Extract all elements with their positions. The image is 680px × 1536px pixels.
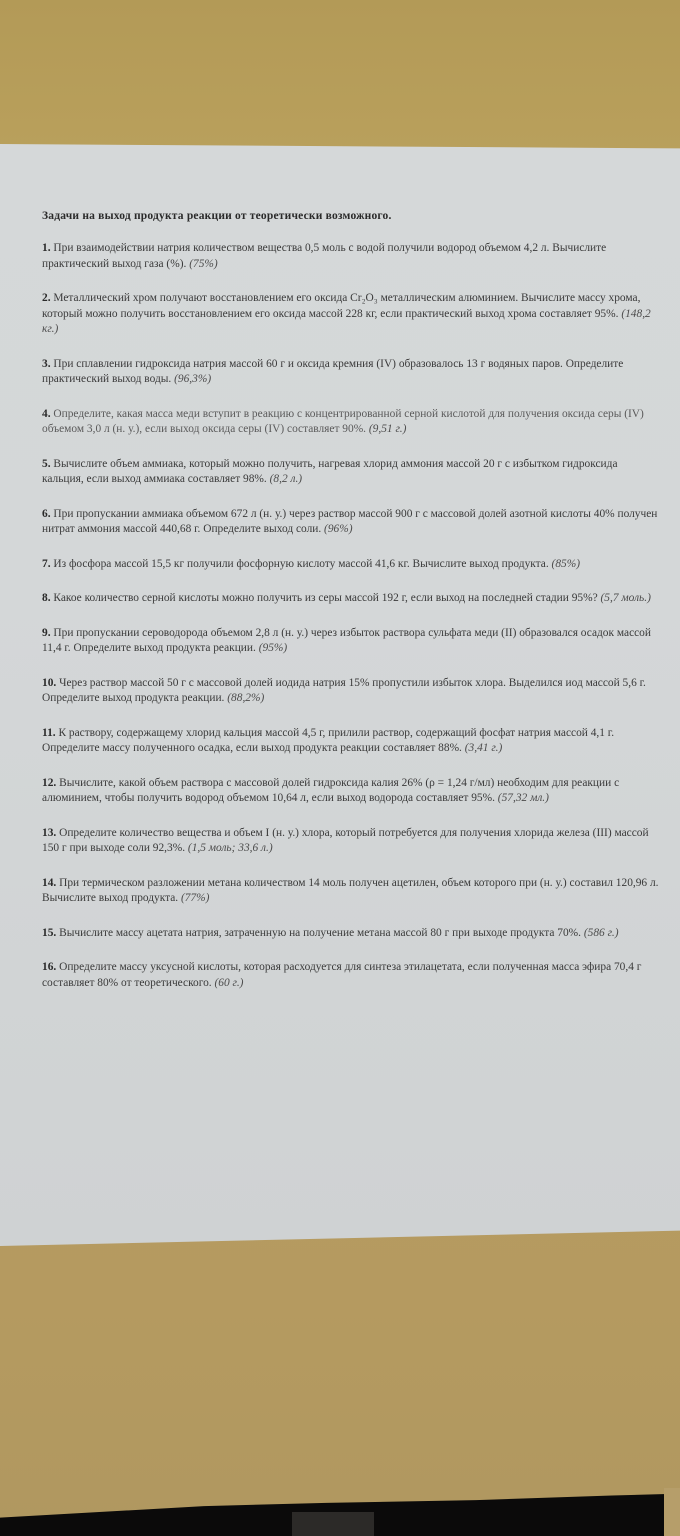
task-answer: (3,41 г.): [464, 742, 503, 754]
task-number: 16.: [42, 961, 57, 973]
task-text: При пропускании аммиака объемом 672 л (н. у.) через раствор массой 900 г с массовой долей азотной кислоты 40% получен нитрат аммония массой 440,68 г. Определите выход соли.: [42, 507, 658, 535]
task-answer: (8,2 л.): [269, 473, 303, 485]
task-answer: (96%): [324, 523, 353, 535]
task-answer: (95%): [258, 642, 288, 654]
task-text: При сплавлении гидроксида натрия массой 60 г и оксида кремния (IV) образовалось 13 г водяных паров. Определите практический выход воды.: [42, 357, 624, 385]
task-answer: (148,2 кг.): [42, 307, 651, 335]
task-text: При взаимодействии натрия количеством вещества 0,5 моль с водой получили водород объемом 4,2 л. Вычислите практический выход газа (%).: [42, 242, 607, 270]
task-text: При пропускании сероводорода объемом 2,8 л (н. у.) через избыток раствора сульфата меди (II) образовался осадок массой 11,4 г. Определите выход продукта реакции.: [42, 626, 651, 654]
task-item: [42, 960, 662, 991]
task-item: [42, 876, 662, 907]
task-item: [42, 457, 662, 488]
task-text: К раствору, содержащему хлорид кальция массой 4,5 г, прилили раствор, содержащий фосфат натрия массой 4,1 г. Определите массу полученного осадка, если выход продукта реакции составляет 88%.: [42, 726, 615, 754]
task-answer: (5,7 моль.): [600, 592, 651, 604]
task-text: Из фосфора массой 15,5 кг получили фосфорную кислоту массой 41,6 кг. Вычислите выход продукта.: [50, 557, 552, 570]
task-item: [42, 926, 662, 942]
task-answer: (60 г.): [214, 976, 244, 989]
task-item: [42, 557, 662, 573]
task-number: 1.: [42, 242, 51, 254]
task-text: Определите, какая масса меди вступит в реакцию с концентрированной серной кислотой для получения оксида серы (IV) объемом 3,0 л (н. у.), если выход оксида серы (IV) составляет 90%.: [42, 407, 644, 435]
task-text: Через раствор массой 50 г с массовой долей иодида натрия 15% пропустили избыток хлора. Выделился иод массой 5,6 г. Определите выход продукта реакции.: [42, 676, 646, 704]
task-number: 9.: [42, 626, 51, 639]
task-answer: (85%): [551, 557, 580, 570]
task-text: Определите количество вещества и объем I (н. у.) хлора, который потребуется для получения хлорида железа (III) массой 150 г при выходе соли 92,3%.: [42, 826, 649, 854]
task-item: [42, 726, 662, 757]
task-item: [42, 676, 662, 707]
task-answer: (77%): [181, 892, 210, 904]
document-content: [42, 210, 662, 1010]
floor-stripe: [292, 1512, 374, 1536]
task-text: Вычислите объем аммиака, который можно получить, нагревая хлорид аммония массой 20 г с избытком гидроксида кальция, если выход аммиака составляет 98%.: [42, 457, 618, 485]
task-text: Металлический хром получают восстановлением его оксида Cr₂O₃ металлическим алюминием. Вычислите массу хрома, который можно получить восстановлением его оксида массой 228 кг, если практический выход хрома составляет 95%.: [42, 292, 641, 320]
task-item: [42, 626, 662, 657]
task-number: 14.: [42, 876, 57, 889]
task-number: 2.: [42, 292, 51, 304]
task-answer: (88,2%): [227, 692, 265, 704]
task-answer: (586 г.): [583, 926, 619, 939]
task-text: Определите массу уксусной кислоты, которая расходуется для синтеза этилацетата, если полученная масса эфира 70,4 г составляет 80% от теоретического.: [42, 961, 642, 989]
task-text: Вычислите массу ацетата натрия, затраченную на получение метана массой 80 г при выходе продукта 70%.: [56, 926, 584, 939]
document-title: Задачи на выход продукта реакции от теоретически возможного.: [42, 210, 392, 222]
task-item: [42, 591, 662, 607]
task-number: 11.: [42, 726, 56, 739]
task-item: [42, 291, 662, 338]
task-number: 15.: [42, 926, 57, 939]
task-item: [42, 407, 662, 438]
task-answer: (57,32 мл.): [497, 792, 549, 804]
task-answer: (75%): [189, 257, 218, 270]
task-item: [42, 241, 662, 272]
task-number: 7.: [42, 557, 51, 570]
task-text: При термическом разложении метана количеством 14 моль получен ацетилен, объем которого при (н. у.) составил 120,96 л. Вычислите выход продукта.: [42, 876, 659, 904]
task-item: [42, 826, 662, 857]
task-number: 6.: [42, 507, 51, 520]
task-number: 4.: [42, 407, 51, 420]
task-answer: (1,5 моль; 33,6 л.): [187, 842, 273, 854]
task-item: [42, 357, 662, 388]
task-item: [42, 507, 662, 538]
task-number: 3.: [42, 357, 51, 370]
task-text: Вычислите, какой объем раствора с массовой долей гидроксида калия 26% (ρ = 1,24 г/мл) необходим для реакции с алюминием, чтобы получить водород объемом 10,64 л, если выход водорода составляет 95%.: [42, 776, 620, 804]
table-edge: [664, 1488, 680, 1536]
task-number: 12.: [42, 776, 57, 789]
task-item: [42, 776, 662, 807]
task-answer: (96,3%): [174, 373, 212, 385]
task-number: 5.: [42, 457, 51, 470]
task-text: Какое количество серной кислоты можно получить из серы массой 192 г, если выход на последней стадии 95%?: [50, 592, 601, 604]
task-number: 8.: [42, 592, 51, 604]
task-number: 10.: [42, 676, 57, 689]
task-answer: (9,51 г.): [368, 423, 407, 435]
task-number: 13.: [42, 826, 57, 839]
